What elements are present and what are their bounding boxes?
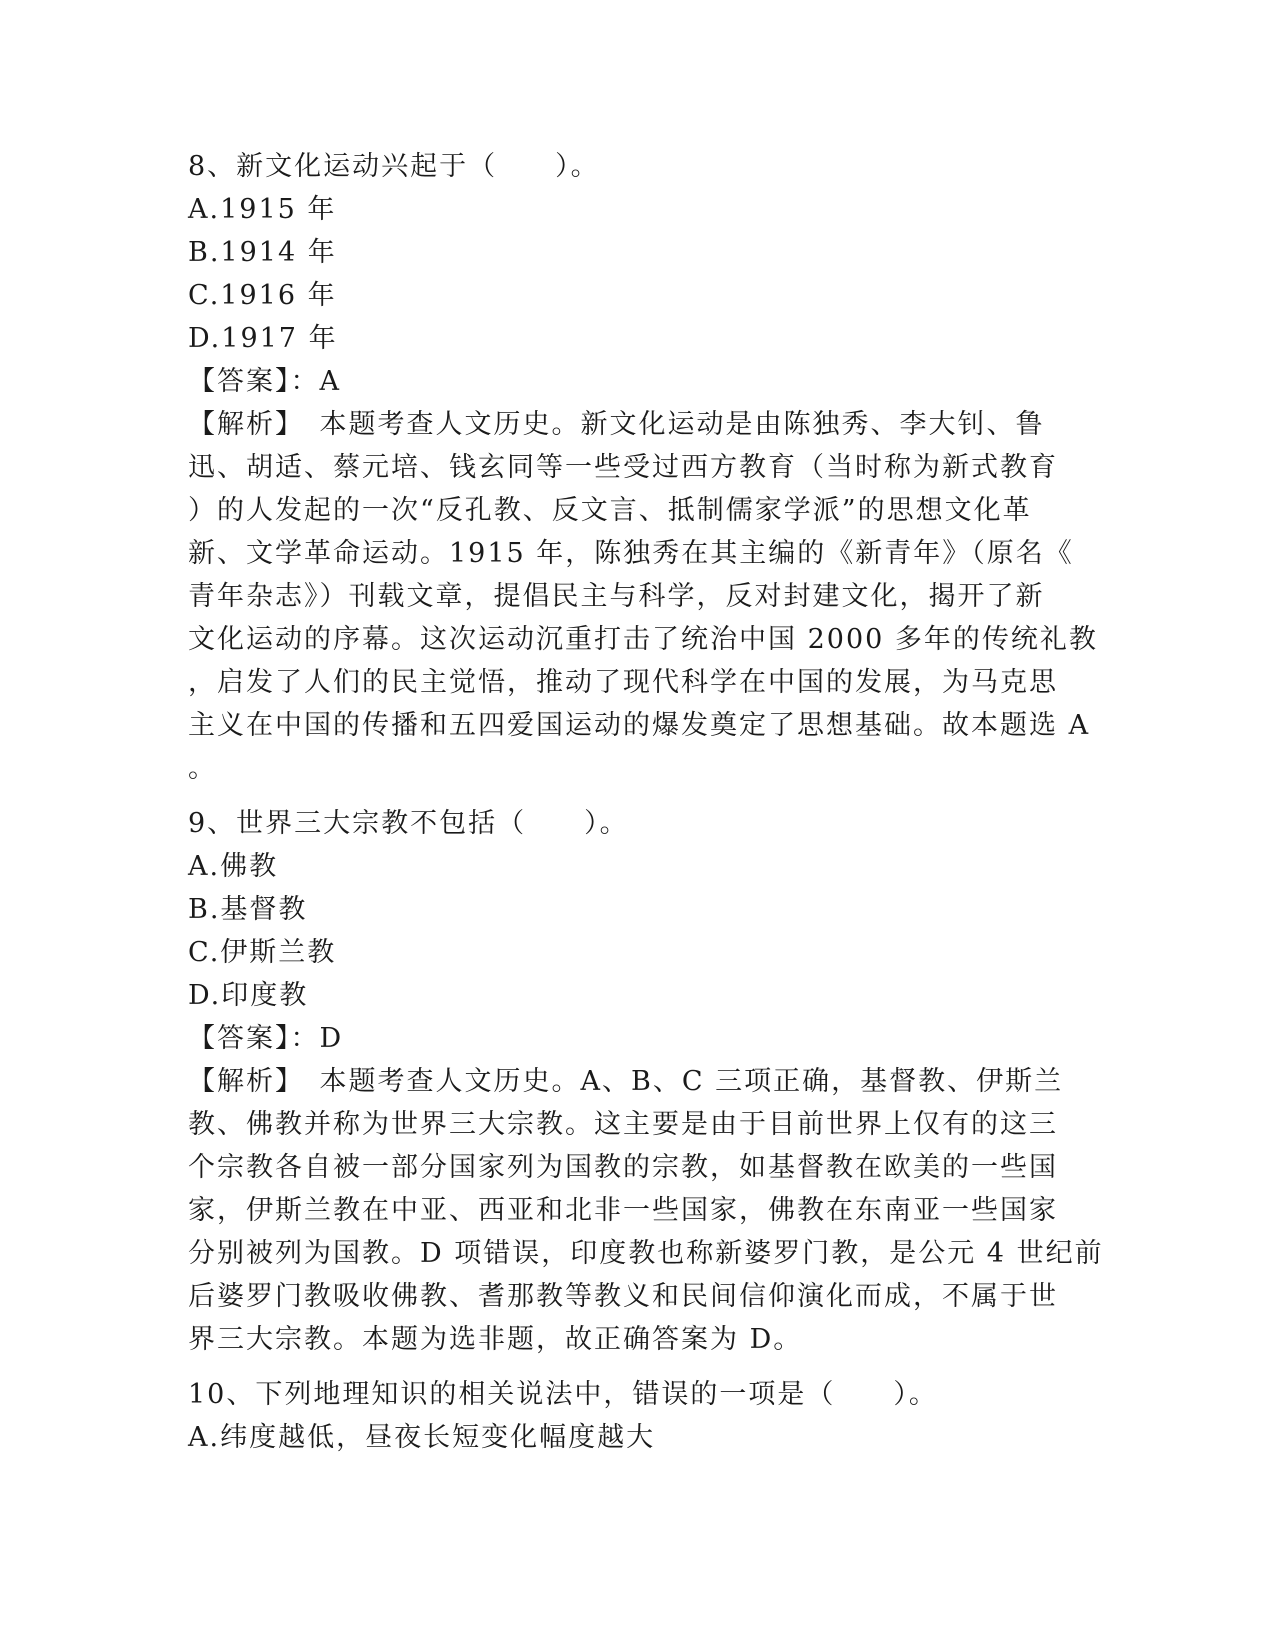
- answer: 【答案】：A: [188, 366, 341, 397]
- analysis-line: 【解析】 本题考查人文历史。新文化运动是由陈独秀、李大钊、鲁: [188, 409, 1045, 440]
- option-c: C.伊斯兰教: [188, 937, 337, 968]
- analysis-line: 迅、胡适、蔡元培、钱玄同等一些受过西方教育（当时称为新式教育: [188, 452, 1058, 483]
- option-d: D.1917 年: [188, 323, 338, 354]
- analysis-line: 文化运动的序幕。这次运动沉重打击了统治中国 2000 多年的传统礼教: [188, 624, 1098, 655]
- analysis-line: 青年杂志》）刊载文章，提倡民主与科学，反对封建文化，揭开了新: [188, 581, 1045, 612]
- analysis: [188, 1060, 1104, 1361]
- analysis-line: 个宗教各自被一部分国家列为国教的宗教，如基督教在欧美的一些国: [188, 1152, 1058, 1183]
- analysis-line: 。: [188, 753, 217, 784]
- option-a: A.佛教: [188, 851, 279, 882]
- analysis-line: 家，伊斯兰教在中亚、西亚和北非一些国家，佛教在东南亚一些国家: [188, 1195, 1058, 1226]
- option-a: A.1915 年: [188, 194, 337, 225]
- question-stem: 10、下列地理知识的相关说法中，错误的一项是（ ）。: [188, 1379, 938, 1410]
- option-d: D.印度教: [188, 980, 309, 1011]
- analysis-line: 分别被列为国教。D 项错误，印度教也称新婆罗门教，是公元 4 世纪前: [188, 1238, 1104, 1269]
- option-b: B.1914 年: [188, 237, 337, 268]
- analysis: [188, 403, 1098, 790]
- analysis-line: ，启发了人们的民主觉悟，推动了现代科学在中国的发展，为马克思: [188, 667, 1058, 698]
- analysis-line: 后婆罗门教吸收佛教、耆那教等教义和民间信仰演化而成，不属于世: [188, 1281, 1058, 1312]
- analysis-line: 教、佛教并称为世界三大宗教。这主要是由于目前世界上仅有的这三: [188, 1109, 1058, 1140]
- analysis-line: 【解析】 本题考查人文历史。A、B、C 三项正确，基督教、伊斯兰: [188, 1066, 1064, 1097]
- question-stem: 9、世界三大宗教不包括（ ）。: [188, 808, 629, 839]
- analysis-line: 新、文学革命运动。1915 年，陈独秀在其主编的《新青年》（原名《: [188, 538, 1074, 569]
- option-a: A.纬度越低，昼夜长短变化幅度越大: [188, 1422, 656, 1453]
- analysis-line: 界三大宗教。本题为选非题，故正确答案为 D。: [188, 1324, 803, 1355]
- analysis-line: ）的人发起的一次“反孔教、反文言、抵制儒家学派”的思想文化革: [188, 495, 1032, 526]
- question-8: [188, 145, 1098, 790]
- question-stem: 8、新文化运动兴起于（ ）。: [188, 151, 600, 182]
- option-b: B.基督教: [188, 894, 308, 925]
- analysis-line: 主义在中国的传播和五四爱国运动的爆发奠定了思想基础。故本题选 A: [188, 710, 1091, 741]
- answer: 【答案】：D: [188, 1023, 344, 1054]
- option-c: C.1916 年: [188, 280, 337, 311]
- question-10: [188, 1373, 1088, 1459]
- question-9: [188, 802, 1104, 1361]
- document-page: [188, 145, 1104, 1459]
